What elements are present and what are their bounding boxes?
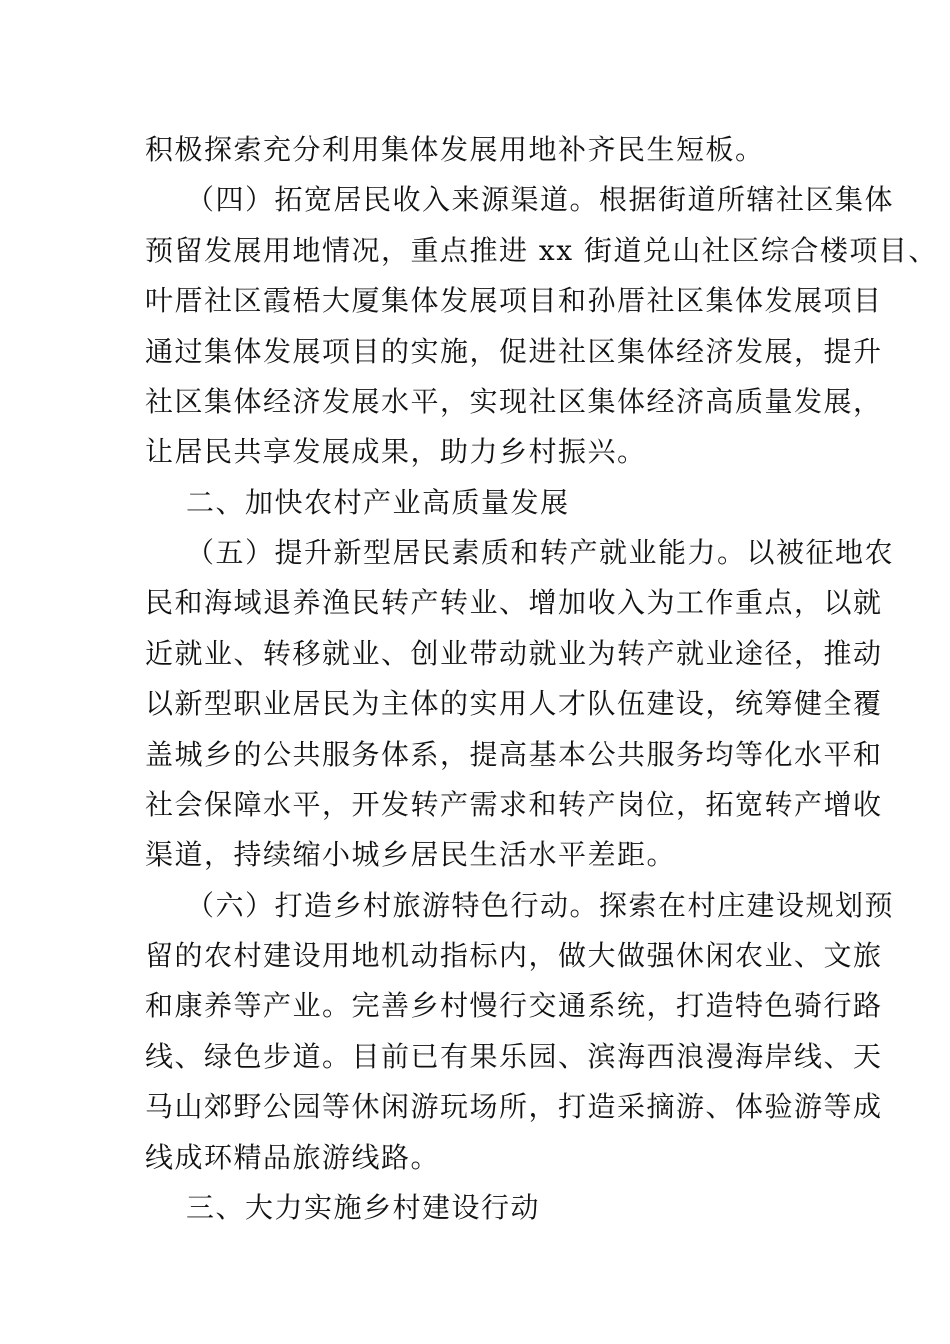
text-line: 以新型职业居民为主体的实用人才队伍建设，统筹健全覆: [145, 687, 883, 720]
text-line: 社区集体经济发展水平，实现社区集体经济高质量发展，: [145, 385, 883, 418]
section-five-heading-line: （五）提升新型居民素质和转产就业能力。以被征地农: [186, 536, 895, 569]
text-line: 线、绿色步道。目前已有果乐园、滨海西浪漫海岸线、天: [145, 1040, 883, 1073]
text-line: 和康养等产业。完善乡村慢行交通系统，打造特色骑行路: [145, 989, 883, 1022]
text-line: 渠道，持续缩小城乡居民生活水平差距。: [145, 838, 677, 871]
section-four-heading-line: （四）拓宽居民收入来源渠道。根据街道所辖社区集体: [186, 183, 895, 216]
text-line: 让居民共享发展成果，助力乡村振兴。: [145, 435, 647, 468]
text-line: 通过集体发展项目的实施，促进社区集体经济发展，提升: [145, 335, 883, 368]
text-line: 积极探索充分利用集体发展用地补齐民生短板。: [145, 133, 765, 166]
text-line: 社会保障水平，开发转产需求和转产岗位，拓宽转产增收: [145, 788, 883, 821]
text-line: 留的农村建设用地机动指标内，做大做强休闲农业、文旅: [145, 939, 883, 972]
text-line: 线成环精品旅游线路。: [145, 1141, 441, 1174]
text-line: 马山郊野公园等休闲游玩场所，打造采摘游、体验游等成: [145, 1090, 883, 1123]
section-two-heading: 二、加快农村产业高质量发展: [186, 486, 570, 519]
section-six-heading-line: （六）打造乡村旅游特色行动。探索在村庄建设规划预: [186, 889, 895, 922]
text-line: 叶厝社区霞梧大厦集体发展项目和孙厝社区集体发展项目: [145, 284, 883, 317]
text-line: 盖城乡的公共服务体系，提高基本公共服务均等化水平和: [145, 738, 883, 771]
section-three-heading: 三、大力实施乡村建设行动: [186, 1191, 541, 1224]
text-line: 近就业、转移就业、创业带动就业为转产就业途径，推动: [145, 637, 883, 670]
text-line: 预留发展用地情况，重点推进 xx 街道兑山社区综合楼项目、: [145, 234, 938, 267]
text-line: 民和海域退养渔民转产转业、增加收入为工作重点，以就: [145, 586, 883, 619]
